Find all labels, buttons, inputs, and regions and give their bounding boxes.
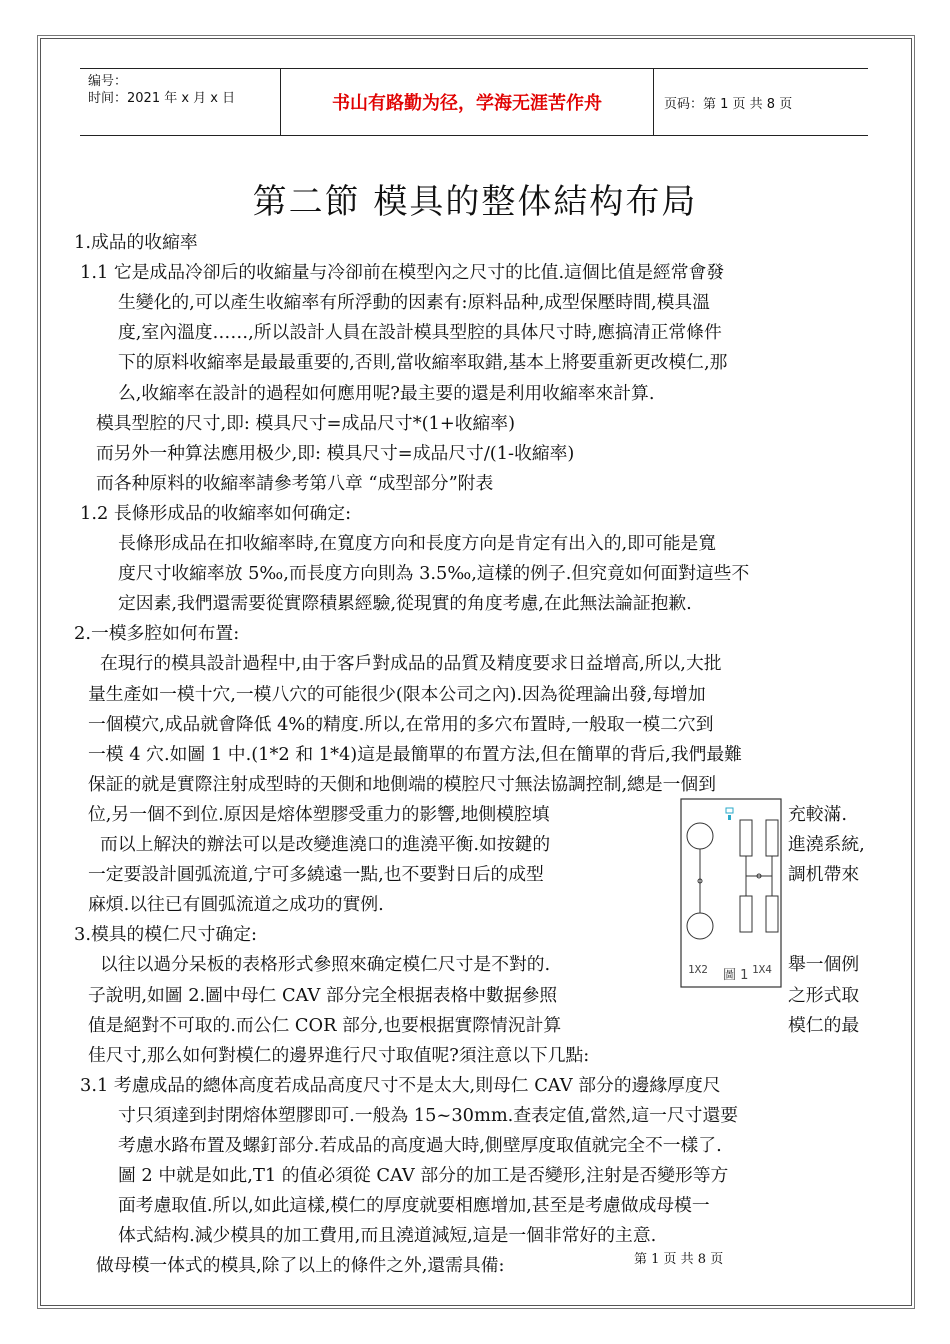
text-line: 模仁的最 [788,1014,860,1036]
text-line: 考慮水路布置及螺釘部分.若成品的高度過大時,側壁厚度取值就完全不一樣了. [118,1135,722,1156]
figure-label-1x2: 1X2 [688,963,708,976]
text-line: 而以上解決的辦法可以是改變進澆口的進澆平衡.如按鍵的 [100,834,551,855]
text-line: 3.模具的模仁尺寸确定: [74,924,257,946]
page-footer: 第 1 页 共 8 页 [634,1252,724,1267]
figure-caption: 圖 1 [723,968,749,983]
header-table [80,68,868,136]
page-label: 页码：第 1 页 共 8 页 [664,96,793,112]
text-line: 3.1 考慮成品的總体高度若成品高度尺寸不是太大,則母仁 CAV 部分的邊緣厚度尺 [80,1074,721,1096]
text-line: 充較滿. [788,803,847,825]
text-line: 子說明,如圖 2.圖中母仁 CAV 部分完全根据表格中數据參照 [88,984,558,1006]
text-line: 調机帶來 [788,864,860,886]
text-line: 定因素,我們還需要從實際積累經驗,從現實的角度考慮,在此無法論証抱歉. [118,593,692,615]
text-line: 值是絕對不可取的.而公仁 COR 部分,也要根据實際情況計算 [88,1014,562,1036]
text-line: 2.一模多腔如何布置: [74,623,240,645]
text-line: 以往以過分呆板的表格形式參照來确定模仁尺寸是不對的. [100,954,551,976]
text-line: 1.2 長條形成品的收縮率如何确定: [80,502,352,524]
text-line: 圖 2 中就是如此,T1 的值必須從 CAV 部分的加工是否變形,注射是否變形等方 [118,1165,729,1187]
text-line: 1.成品的收縮率 [74,232,198,253]
text-line: 麻煩.以往已有圓弧流道之成功的實例. [88,894,384,916]
text-line: 一定要設計圓弧流道,宁可多繞遠一點,也不要對日后的成型 [88,864,544,886]
text-line: 面考慮取值.所以,如此這樣,模仁的厚度就要相應增加,甚至是考慮做成母模一 [118,1195,710,1217]
text-line: 進澆系統, [788,834,865,855]
figure-label-1x4: 1X4 [752,963,772,976]
doc-number-label: 编号： [88,74,128,89]
header-left-cell [80,69,281,135]
text-line: 做母模一体式的模具,除了以上的條件之外,還需具備: [96,1255,505,1277]
text-line: 么,收縮率在設計的過程如何應用呢?最主要的還是利用收縮率來計算. [118,382,655,404]
date-label: 时间：2021 年 x 月 x 日 [88,91,236,106]
text-line: 佳尺寸,那么如何對模仁的邊界進行尺寸取值呢?須注意以下几點: [88,1044,590,1066]
text-line: 而各种原料的收縮率請參考第八章 “成型部分”附表 [96,472,494,494]
text-line: 而另外一种算法應用极少,即: 模具尺寸=成品尺寸/(1-收縮率) [96,442,575,464]
text-line: 寸只須達到封閉熔体塑膠即可.一般為 15~30mm.查表定值,當然,這一尺寸還要 [118,1104,739,1126]
text-line: 位,另一個不到位.原因是熔体塑膠受重力的影響,地側模腔填 [88,803,550,825]
text-line: 度尺寸收縮率放 5‰,而長度方向則為 3.5‰,這樣的例子.但究竟如何面對這些不 [118,563,750,585]
motto: 书山有路勤为径，学海无涯苦作舟 [281,69,654,135]
text-line: 一個模穴,成品就會降低 4%的精度.所以,在常用的多穴布置時,一般取一模二穴到 [88,713,714,735]
text-line: 之形式取 [788,984,860,1006]
text-line: 下的原料收縮率是最最重要的,否則,當收縮率取錯,基本上將要重新更改模仁,那 [118,352,728,374]
text-line: 量生產如一模十穴,一模八穴的可能很少(限本公司之內).因為從理論出發,每增加 [88,683,706,705]
page-title: 第二節 模具的整体結构布局 [252,182,698,222]
text-line: 保証的就是實際注射成型時的天側和地側端的模腔尺寸無法協調控制,總是一個到 [88,773,716,795]
text-line: 体式結构.減少模具的加工費用,而且澆道減短,這是一個非常好的主意. [118,1225,657,1247]
text-line: 生變化的,可以產生收縮率有所浮動的因素有:原料品种,成型保壓時間,模具溫 [118,292,710,314]
text-line: 一模 4 穴.如圖 1 中.(1*2 和 1*4)這是最簡單的布置方法,但在簡單的背后,我們最難 [88,743,742,765]
text-line: 在現行的模具設計過程中,由于客戶對成品的品質及精度要求日益增高,所以,大批 [100,653,722,675]
text-line: 度,室內溫度……,所以設計人員在設計模具型腔的具体尺寸時,應搞清正常條件 [118,322,722,344]
text-line: 模具型腔的尺寸,即: 模具尺寸=成品尺寸*(1+收縮率) [96,412,516,434]
text-line: 舉一個例 [788,954,860,976]
text-line: 長條形成品在扣收縮率時,在寬度方向和長度方向是肯定有出入的,即可能是寬 [118,533,717,554]
figure-1-mold-layout [680,798,782,988]
text-line: 1.1 它是成品冷卻后的收縮量与冷卻前在模型內之尺寸的比值.這個比值是經常會發 [80,262,725,284]
